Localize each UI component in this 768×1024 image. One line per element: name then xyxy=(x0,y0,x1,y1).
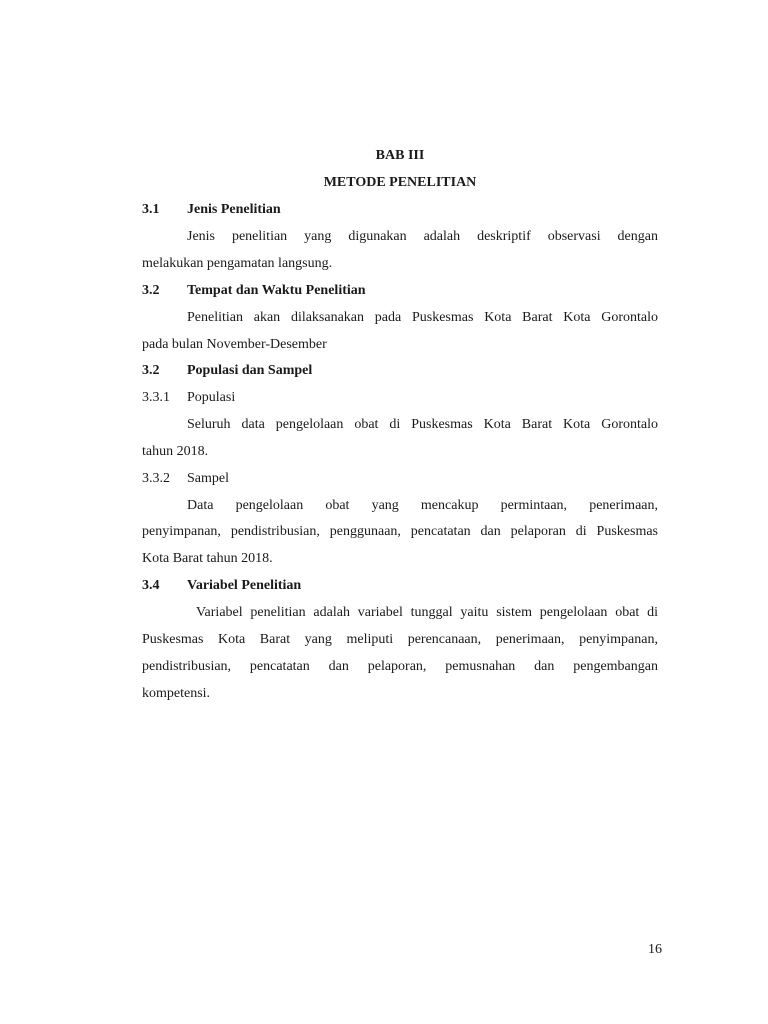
section-number: 3.2 xyxy=(142,283,160,298)
section-heading-3-1 xyxy=(142,202,281,218)
section-number: 3.2 xyxy=(142,363,160,378)
subsection-title: Populasi xyxy=(187,390,236,405)
paragraph-line: Kota Barat tahun 2018. xyxy=(142,551,273,566)
section-title: Variabel Penelitian xyxy=(187,578,302,593)
section-number: 3.4 xyxy=(142,578,160,593)
paragraph-line: pendistribusian, pencatatan dan pelaporan, pemusnahan dan pengembangan xyxy=(142,659,658,674)
paragraph-line: kompetensi. xyxy=(142,686,211,701)
paragraph-line: Penelitian akan dilaksanakan pada Puskesmas Kota Barat Kota Gorontalo xyxy=(187,310,658,325)
paragraph-line: penyimpanan, pendistribusian, penggunaan, pencatatan dan pelaporan di Puskesmas xyxy=(142,524,658,539)
paragraph-line: Variabel penelitian adalah variabel tunggal yaitu sistem pengelolaan obat di xyxy=(196,605,658,620)
section-title: Tempat dan Waktu Penelitian xyxy=(187,283,366,298)
paragraph-line: Jenis penelitian yang digunakan adalah deskriptif observasi dengan xyxy=(187,229,658,244)
section-heading-3-2-tempat xyxy=(142,283,366,299)
subsection-heading-3-3-2 xyxy=(142,471,229,487)
paragraph-line: tahun 2018. xyxy=(142,444,209,459)
section-title: Populasi dan Sampel xyxy=(187,363,313,378)
chapter-title: METODE PENELITIAN xyxy=(323,175,477,190)
paragraph-line: pada bulan November-Desember xyxy=(142,337,327,352)
chapter-label: BAB III xyxy=(375,148,425,163)
section-title: Jenis Penelitian xyxy=(187,202,281,217)
paragraph-line: Puskesmas Kota Barat yang meliputi perencanaan, penerimaan, penyimpanan, xyxy=(142,632,658,647)
subsection-number: 3.3.2 xyxy=(142,471,170,486)
section-heading-3-2-populasi xyxy=(142,363,312,379)
paragraph-line: Data pengelolaan obat yang mencakup permintaan, penerimaan, xyxy=(187,498,658,513)
subsection-number: 3.3.1 xyxy=(142,390,170,405)
section-number: 3.1 xyxy=(142,202,160,217)
subsection-heading-3-3-1 xyxy=(142,390,235,406)
subsection-title: Sampel xyxy=(187,471,229,486)
paragraph-line: melakukan pengamatan langsung. xyxy=(142,256,333,271)
page-number: 16 xyxy=(648,942,662,957)
section-heading-3-4 xyxy=(142,578,301,594)
paragraph-line: Seluruh data pengelolaan obat di Puskesmas Kota Barat Kota Gorontalo xyxy=(187,417,658,432)
